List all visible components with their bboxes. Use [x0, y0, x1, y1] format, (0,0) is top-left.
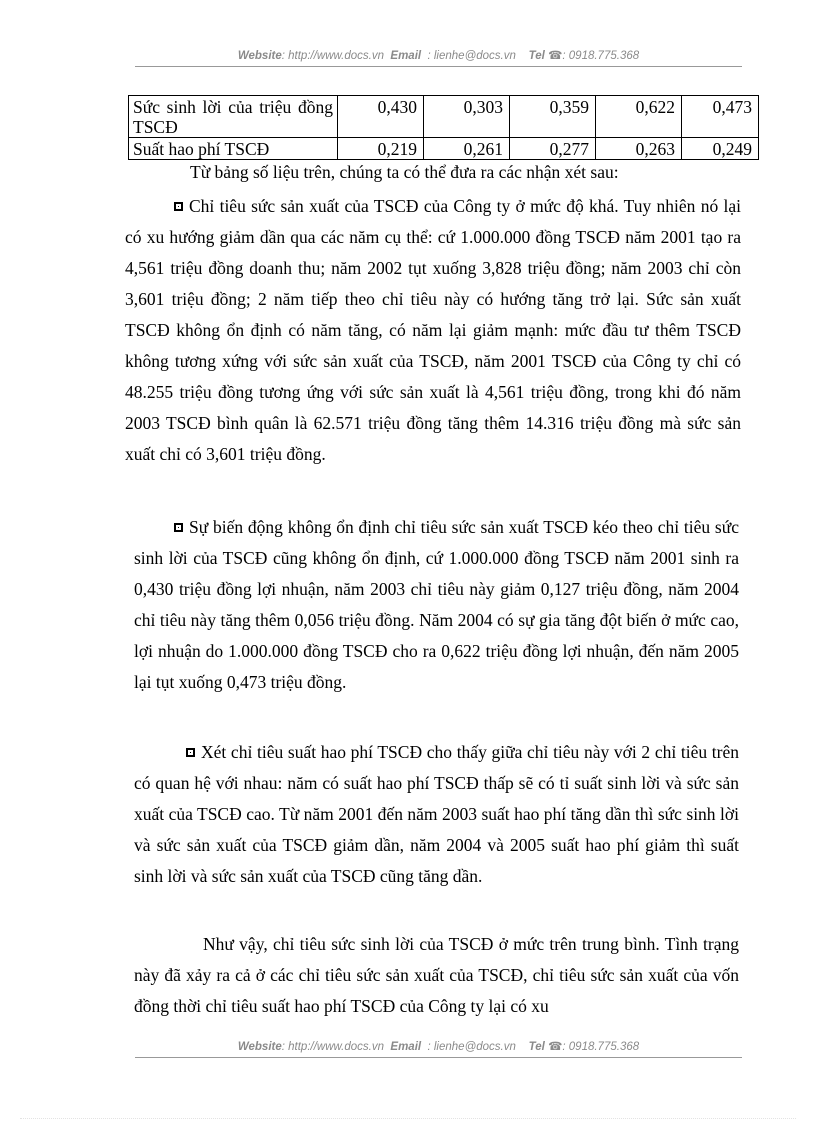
paragraph-text: Xét chỉ tiêu suất hao phí TSCĐ cho thấy giữa chỉ tiêu này với 2 chỉ tiêu trên có quan hệ với nhau: năm có suất hao phí TSCĐ thấp sẽ có tỉ suất sinh lời và sức sản xuất của TSCĐ cao. Từ năm 2001 đến năm 2003 suất hao phí tăng dần thì sức sinh lời và sức sản xuất của TSCĐ giảm dần, năm 2004 và 2005 suất hao phí giảm thì suất sinh lời và sức sản xuất của TSCĐ cũng tăng dần. — [134, 742, 739, 886]
telephone-icon: ☎ — [548, 1041, 563, 1053]
square-bullet-icon — [174, 523, 183, 532]
table-cell: 0,430 — [338, 96, 424, 138]
table-cell: 0,261 — [424, 138, 510, 160]
paragraph-cost-rate — [134, 737, 739, 892]
table-cell: 0,249 — [682, 138, 759, 160]
table-row — [129, 96, 759, 138]
paragraph-text: Sự biến động không ổn định chỉ tiêu sức sản xuất TSCĐ kéo theo chỉ tiêu sức sinh lời của TSCĐ cũng không ổn định, cứ 1.000.000 đồng TSCĐ năm 2001 sinh ra 0,430 triệu đồng lợi nhuận, năm 2003 chỉ tiêu này giảm 0,127 triệu đồng, năm 2004 chỉ tiêu này tăng thêm 0,056 triệu đồng. Năm 2004 có sự gia tăng đột biến ở mức cao, lợi nhuận do 1.000.000 đồng TSCĐ cho ra 0,622 triệu đồng lợi nhuận, đến năm 2005 lại tụt xuống 0,473 triệu đồng. — [134, 517, 739, 692]
tel-label: Tel — [528, 1041, 545, 1053]
row-label: Sức sinh lời của triệu đồng TSCĐ — [129, 96, 338, 138]
table-cell: 0,263 — [596, 138, 682, 160]
ratio-table — [128, 95, 759, 160]
tel-label: Tel — [528, 50, 545, 62]
email-address[interactable]: : lienhe@docs.vn — [427, 1041, 516, 1053]
tel-number: : 0918.775.368 — [562, 50, 640, 62]
website-url[interactable]: : http://www.docs.vn — [281, 1041, 385, 1053]
table-cell: 0,622 — [596, 96, 682, 138]
email-label: Email — [390, 1041, 422, 1053]
footer-rule — [135, 1057, 742, 1058]
email-label: Email — [390, 50, 422, 62]
row-label: Suất hao phí TSCĐ — [129, 138, 338, 160]
header-rule — [135, 66, 742, 67]
tel-number: : 0918.775.368 — [562, 1041, 640, 1053]
table-caption: Từ bảng số liệu trên, chúng ta có thể đưa ra các nhận xét sau: — [190, 162, 619, 182]
table-cell: 0,359 — [510, 96, 596, 138]
website-label: Website — [237, 50, 282, 62]
table-cell: 0,277 — [510, 138, 596, 160]
table-cell: 0,473 — [682, 96, 759, 138]
paragraph-text: Như vậy, chỉ tiêu sức sinh lời của TSCĐ ở mức trên trung bình. Tình trạng này đã xảy ra cả ở các chỉ tiêu sức sản xuất của TSCĐ, chỉ tiêu sức sản xuất của vốn đồng thời chỉ tiêu suất hao phí TSCĐ của Công ty lại có xu — [134, 934, 739, 1016]
paragraph-production — [125, 191, 741, 470]
telephone-icon: ☎ — [548, 50, 563, 62]
email-address[interactable]: : lienhe@docs.vn — [427, 50, 516, 62]
square-bullet-icon — [174, 202, 183, 211]
paragraph-conclusion — [134, 929, 739, 1022]
paragraph-profitability — [134, 512, 739, 698]
page-footer — [135, 1039, 742, 1053]
square-bullet-icon — [186, 748, 195, 757]
table-cell: 0,303 — [424, 96, 510, 138]
website-url[interactable]: : http://www.docs.vn — [281, 50, 385, 62]
page-header — [135, 48, 742, 62]
page-edge-divider — [20, 1118, 796, 1119]
website-label: Website — [237, 1041, 282, 1053]
paragraph-text: Chỉ tiêu sức sản xuất của TSCĐ của Công ty ở mức độ khá. Tuy nhiên nó lại có xu hướng giảm dần qua các năm cụ thể: cứ 1.000.000 đồng TSCĐ năm 2001 tạo ra 4,561 triệu đồng doanh thu; năm 2002 tụt xuống 3,828 triệu đồng; năm 2003 chỉ còn 3,601 triệu đồng; 2 năm tiếp theo chỉ tiêu này có hướng tăng trở lại. Sức sản xuất TSCĐ không ổn định có năm tăng, có năm lại giảm mạnh: mức đầu tư thêm TSCĐ không tương xứng với sức sản xuất của TSCĐ, năm 2001 TSCĐ của Công ty chỉ có 48.255 triệu đồng tương ứng với sức sản xuất là 4,561 triệu đồng, trong khi đó năm 2003 TSCĐ bình quân là 62.571 triệu đồng tăng thêm 14.316 triệu đồng mà sức sản xuất chỉ có 3,601 triệu đồng. — [125, 196, 741, 464]
table-cell: 0,219 — [338, 138, 424, 160]
table-row — [129, 138, 759, 160]
